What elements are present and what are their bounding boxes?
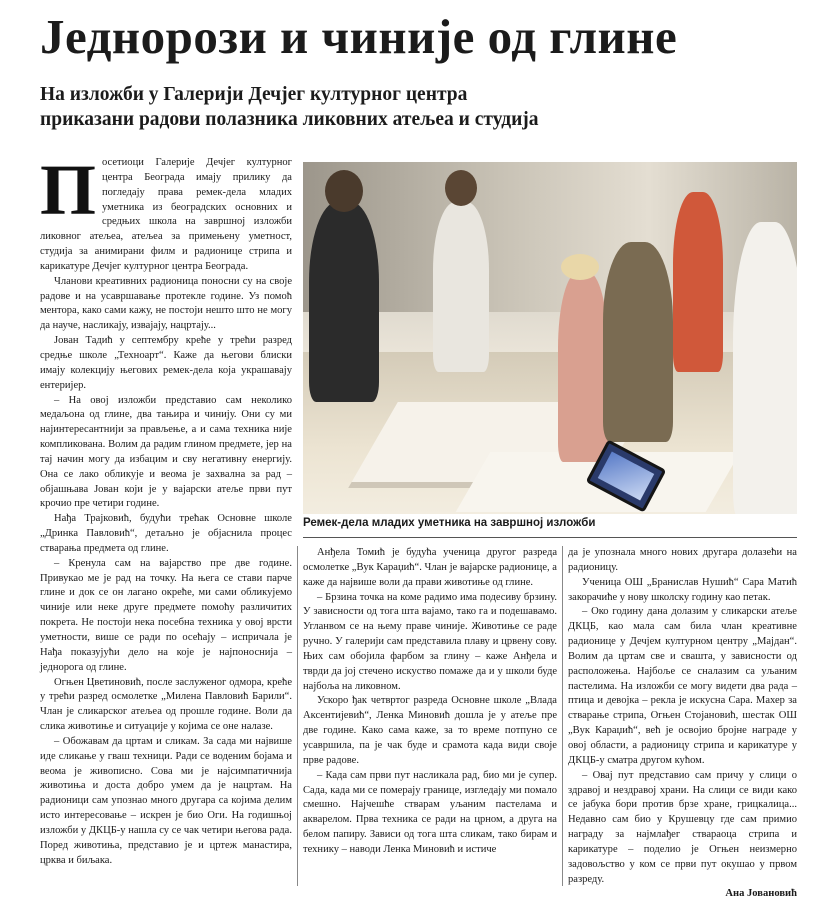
paragraph: Ускоро ђак четвртог разреда Основне школе „Влада Аксентијевић“, Ленка Миновић дошла је у атеље пре две године. Како сама каже, за то време потпуно се усавршила, па је чак буде и срамота када види своје прве радове.: [303, 695, 557, 766]
photo-caption: Ремек-дела младих уметника на завршној изложби: [303, 517, 596, 529]
photo-visitor: [673, 192, 723, 372]
paragraph: – На овој изложби представио сам неколико медаљона од глине, два тањира и чинију. Они су ми најинтересантнији за прављење, а и сама техника није компликована. Волим да радим глином предмете, јер на тај начин могу да избацим и сву негативну енергију. Она се лако обликује и веома је захвална за рад – објашњава Јован који је у вајарски атеље први пут крочио пре четири године.: [40, 394, 292, 510]
paragraph: Ученица ОШ „Бранислав Нушић“ Сара Матић закорачиће у нову школску годину као петак.: [568, 576, 797, 603]
paragraph: Нађа Трајковић, будући трећак Основне школе „Дринка Павловић“, детаљно је објаснила процес стварања предмета од глине.: [40, 513, 292, 554]
lead-paragraph: [40, 150, 292, 275]
paragraph: – Кренула сам на вајарство пре две године. Привукао ме је рад на точку. На њега се стави парче глине и док се он лагано окреће, ми сами обликујемо чиније или неке друге предмете помоћу различитих покрета. Не постоји нека посебна техника у овој врсти уметности, више се ради по осећају – испричала је Нађа показујући дело на које је најпоноснија – једнорога од глине.: [40, 557, 292, 673]
article-column-1: [40, 150, 292, 869]
paragraph: Огњен Цветиновић, после заслуженог одмора, креће у трећи разред осмолетке „Милена Павловић Барили“. Члан је сликарског атељеа од прошле године. Воли да слика животиње и ситуације у којима се оне налазе.: [40, 676, 292, 733]
column-divider: [562, 546, 563, 886]
photo-girl: [558, 272, 608, 462]
photo-visitor: [603, 242, 673, 442]
paragraph: Чланови креативних радионица поносни су на своје радове и на усавршавање протекле године. Уз помоћ ментора, како сами кажу, не постоји нешто што не могу да науче, насликају, извајају, нацртају...: [40, 275, 292, 332]
photo-visitor: [433, 202, 489, 372]
photo-visitor: [309, 202, 379, 402]
article-column-3: [568, 546, 797, 902]
paragraph: – Када сам први пут насликала рад, био ми је супер. Сада, када ми се померају границе, изгледају ми помало смешно. Најчешће стварам уљаним пастелама и акварелом. Прва техника се ради на црном, а друга на белом папиру. Зависи од тога шта сликам, тако бирам и технику – наводи Ленка Миновић и истиче: [303, 769, 557, 855]
paragraph: – Око годину дана долазим у сликарски атеље ДКЦБ, као мала сам била члан креативне радионице у Дечјем културном центру „Мајдан“. Волим да цртам све и свашта, у зависности од расположења. Најбоље се сналазим са уљаним пастелима. На изложби се могу видети два рада – птица и девојка – рекла је искусна Сара. Махер за стварање стрипа, Огњен Стојановић, шестак ОШ „Вук Караџић“, већ је освојио бројне награде у овој области, а радионицу стрипа и карикатуре у ДКЦБ-у сматра другом кућом.: [568, 606, 797, 766]
photo-visitor-head: [445, 170, 477, 206]
subtitle-line-1: На изложби у Галерији Дечјег културног центра: [40, 84, 468, 105]
caption-rule: [303, 537, 797, 538]
photo-girl-hat: [561, 254, 599, 280]
lead-text: осетиоци Галерије Дечјег културног центра Београда имају прилику да погледају права ремек-дела младих уметника из београдских основних и средњих школа на завршној изложби ликовног атељеа, атељеа за примењену уметност, студија за анимирани филм и радионице стрипа и карикатуре Дечјег културног центра Београда.: [40, 157, 292, 272]
paragraph: Јован Тадић у септембру креће у трећи разред средње школе „Техноарт“. Каже да његови блиски имају колекцију његових ремек-дела која украшавају ентеријер.: [40, 335, 292, 391]
dropcap: П: [40, 150, 97, 230]
subtitle-line-2: приказани радови полазника ликовних атељеа и студија: [40, 109, 539, 130]
subtitle: [40, 82, 660, 132]
article-column-2: [303, 546, 557, 858]
paragraph: – Овај пут представио сам причу у слици о здравој и нездравој храни. На слици се види како се јабука бори против брзе хране, грицкалица... Недавно сам био у Крушевцу где сам примио награду за најмлађег ствараоца стрипа и карикатуре – поделио је Огњен неизмерно задовољство у ком се први пут окушао у првом разреду.: [568, 769, 797, 885]
paragraph: – Обожавам да цртам и сликам. За сада ми највише иде сликање у гваш техници. Ради се воденим бојама и веома је живописно. Сова ми је најсимпатичнија животиња и доста добро умем да је нацртам. На радионици сам упознао много другара са којима делим исто интересовање – искрен је био Оги. На годишњој изложби у ДКЦБ-у нашла су се чак четири његова рада. Поред животиња, представио је и цртеж манастира, црква и биљака.: [40, 735, 292, 866]
exhibition-photo: [303, 162, 797, 514]
column-divider: [297, 546, 298, 886]
paragraph: Анђела Томић је будућа ученица другог разреда осмолетке „Вук Караџић“. Члан је вајарске радионице, а каже да највише воли да прави животиње од глине.: [303, 547, 557, 588]
paragraph: – Брзина точка на коме радимо има подесиву брзину. У зависности од тога шта вајамо, тако га и подешавамо. Угланвом се на њему праве чиније. Животиње се раде ручно. У галерији сам представила плаву и црвену сову. Њих сам обојила фарбом за глину – каже Анђела и тврди да јој стечено искуство помаже да и у школи буде најбоља на ликовном.: [303, 591, 557, 692]
photo-visitor: [733, 222, 797, 514]
photo-visitor-head: [325, 170, 363, 212]
author-signature: Ана Јовановић: [725, 888, 797, 900]
page-title: Једнорози и чиније од глине: [40, 9, 678, 64]
paragraph: да је упознала много нових другара долазећи на радионицу.: [568, 547, 797, 573]
